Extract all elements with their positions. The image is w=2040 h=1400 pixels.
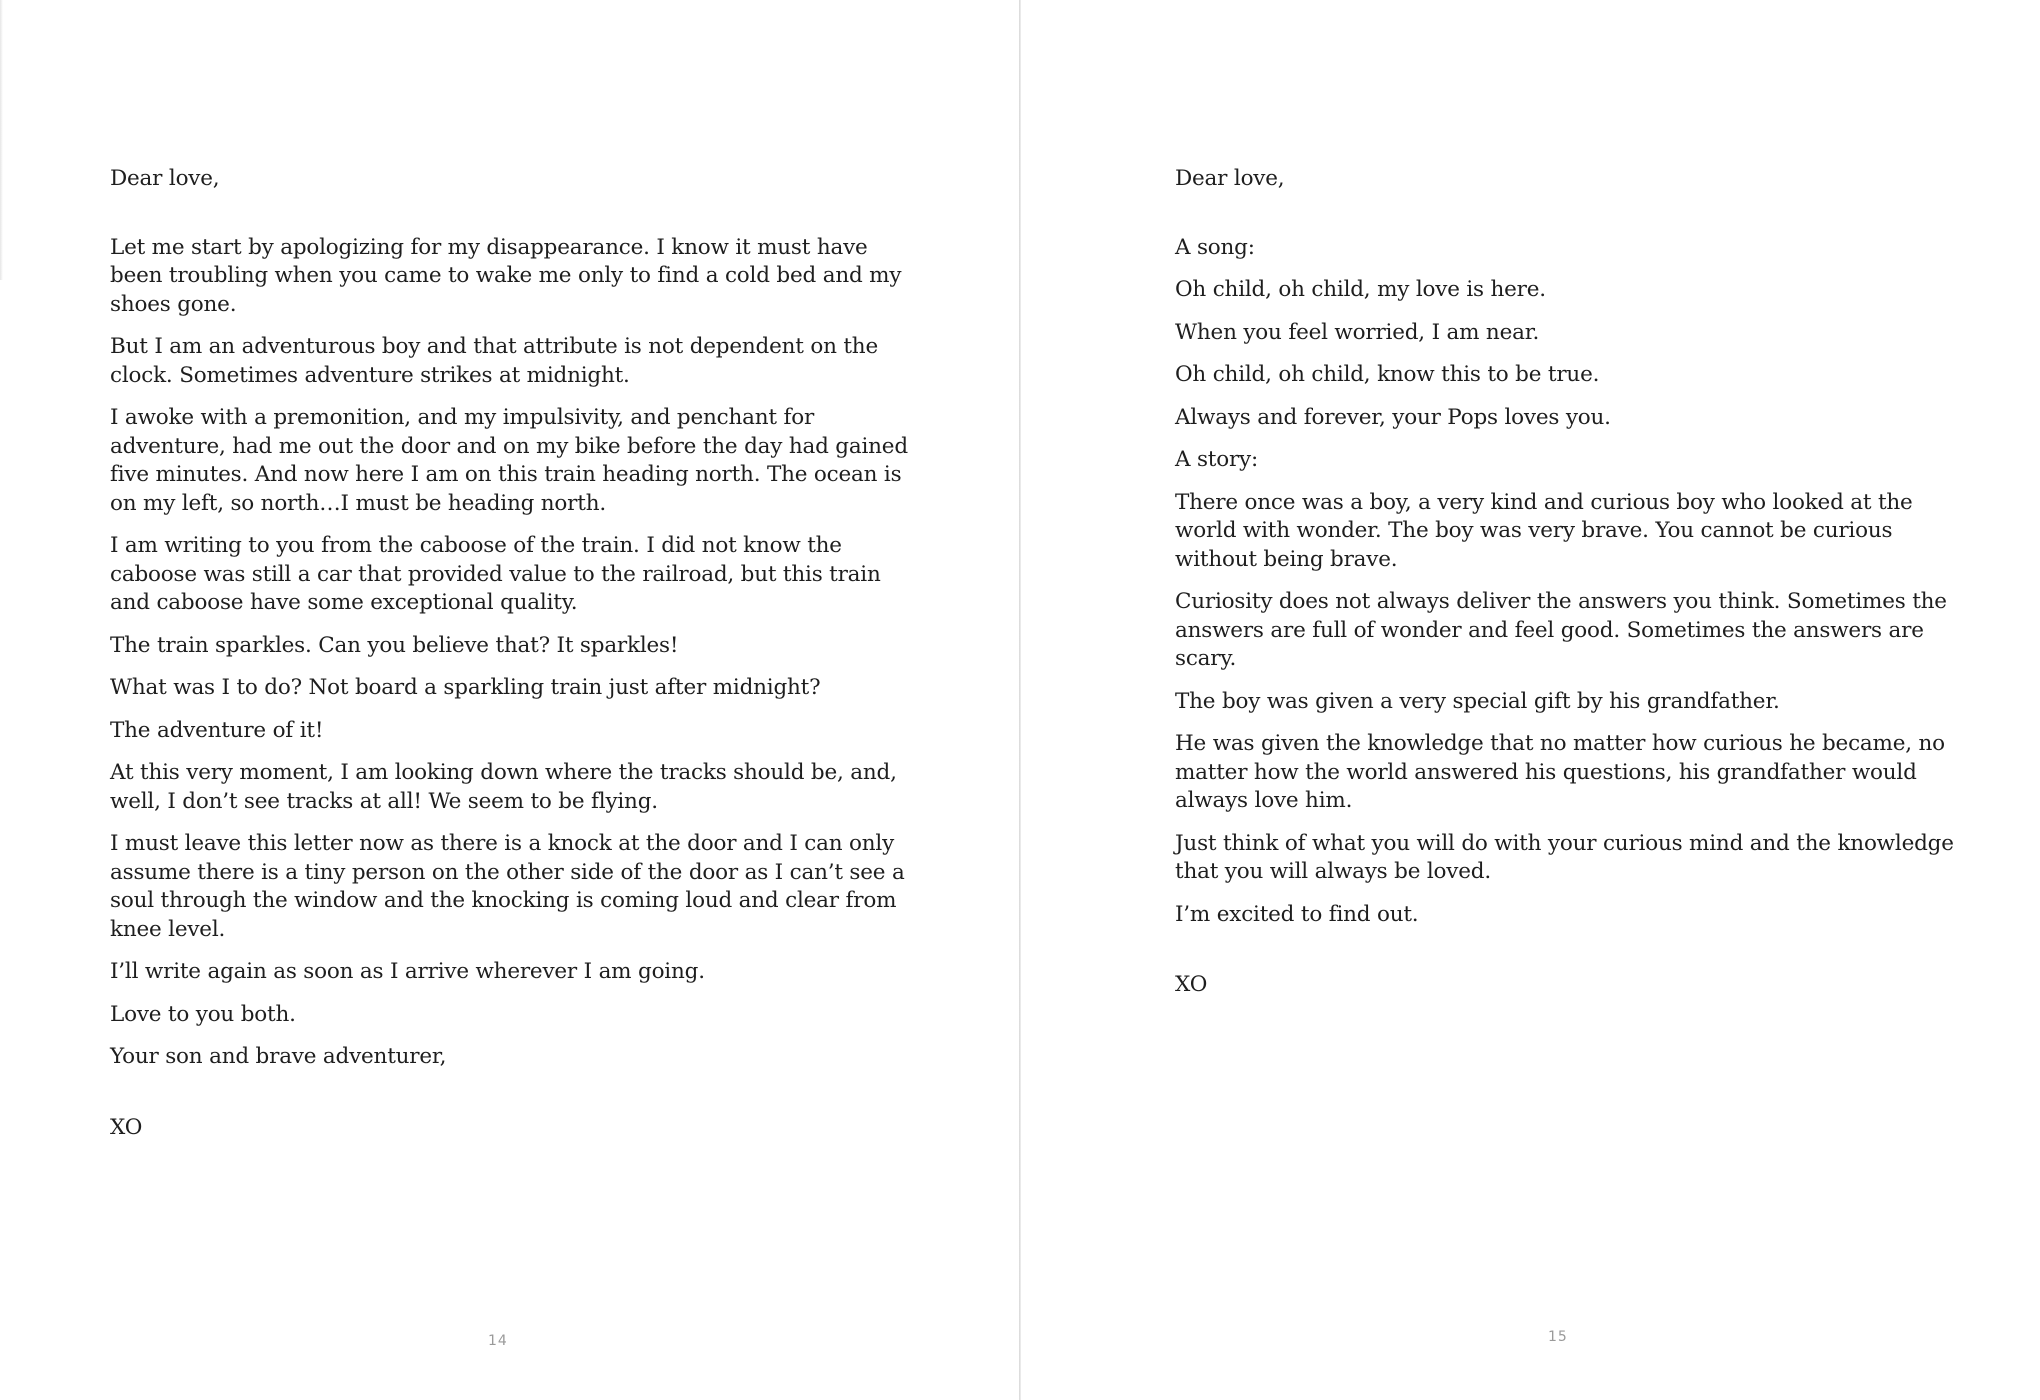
left-paragraph: The train sparkles. Can you believe that? It sparkles!: [110, 632, 679, 658]
right-paragraph: A song:: [1175, 234, 1255, 260]
left-paragraph: I’ll write again as soon as I arrive wherever I am going.: [110, 959, 705, 984]
right-paragraph: Curiosity does not always deliver the answers you think. Sometimes the answers are full of wonder and feel good. Sometimes the answers are scary.: [1175, 589, 1947, 671]
left-letter: [110, 165, 910, 1156]
left-paragraph: I am writing to you from the caboose of the train. I did not know the caboose was still a car that provided value to the railroad, but this train and caboose have some exceptional quality.: [110, 533, 881, 615]
left-paragraph: At this very moment, I am looking down where the tracks should be, and, well, I don’t see tracks at all! We seem to be flying.: [110, 760, 897, 814]
left-paragraph: The adventure of it!: [110, 717, 324, 743]
left-paragraph: Let me start by apologizing for my disappearance. I know it must have been troubling when you came to wake me only to find a cold bed and my shoes gone.: [110, 234, 902, 317]
right-paragraph: A story:: [1175, 447, 1259, 472]
left-paragraph: I awoke with a premonition, and my impulsivity, and penchant for adventure, had me out the door and on my bike before the day had gained five minutes. And now here I am on this train heading north. The ocean is on my left, so north…I must be heading north.: [110, 405, 908, 516]
page-edge-shadow: [0, 0, 3, 280]
right-song-line: When you feel worried, I am near.: [1175, 319, 1540, 345]
left-closing: Your son and brave adventurer,: [110, 1044, 447, 1069]
left-paragraph: What was I to do? Not board a sparkling train just after midnight?: [110, 675, 821, 700]
left-salutation: Dear love,: [110, 166, 220, 191]
right-closing: I’m excited to find out.: [1175, 901, 1419, 927]
left-paragraph: Love to you both.: [110, 1001, 296, 1027]
right-paragraph: He was given the knowledge that no matter how curious he became, no matter how the world answered his questions, his grandfather would always love him.: [1175, 731, 1945, 813]
right-song-line: Always and forever, your Pops loves you.: [1175, 404, 1611, 430]
right-salutation: Dear love,: [1175, 166, 1285, 191]
right-song-line: Oh child, oh child, know this to be true.: [1175, 362, 1600, 387]
left-signoff: XO: [110, 1114, 143, 1140]
right-signoff: XO: [1175, 972, 1208, 997]
right-page-number: 15: [1548, 1329, 1568, 1345]
right-paragraph: There once was a boy, a very kind and curious boy who looked at the world with wonder. The boy was very brave. You cannot be curious without being brave.: [1175, 489, 1913, 572]
right-paragraph: Just think of what you will do with your curious mind and the knowledge that you will always be loved.: [1175, 830, 1954, 884]
left-paragraph: But I am an adventurous boy and that attribute is not dependent on the clock. Sometimes adventure strikes at midnight.: [110, 334, 878, 388]
right-song-line: Oh child, oh child, my love is here.: [1175, 277, 1546, 302]
book-gutter: [1019, 0, 1021, 1400]
left-paragraph: I must leave this letter now as there is a knock at the door and I can only assume there is a tiny person on the other side of the door as I can’t see a soul through the window and the knocking is coming loud and clear from knee level.: [110, 831, 905, 942]
right-letter: [1175, 165, 1975, 1014]
right-paragraph: The boy was given a very special gift by his grandfather.: [1175, 688, 1780, 714]
left-page-number: 14: [488, 1333, 508, 1349]
